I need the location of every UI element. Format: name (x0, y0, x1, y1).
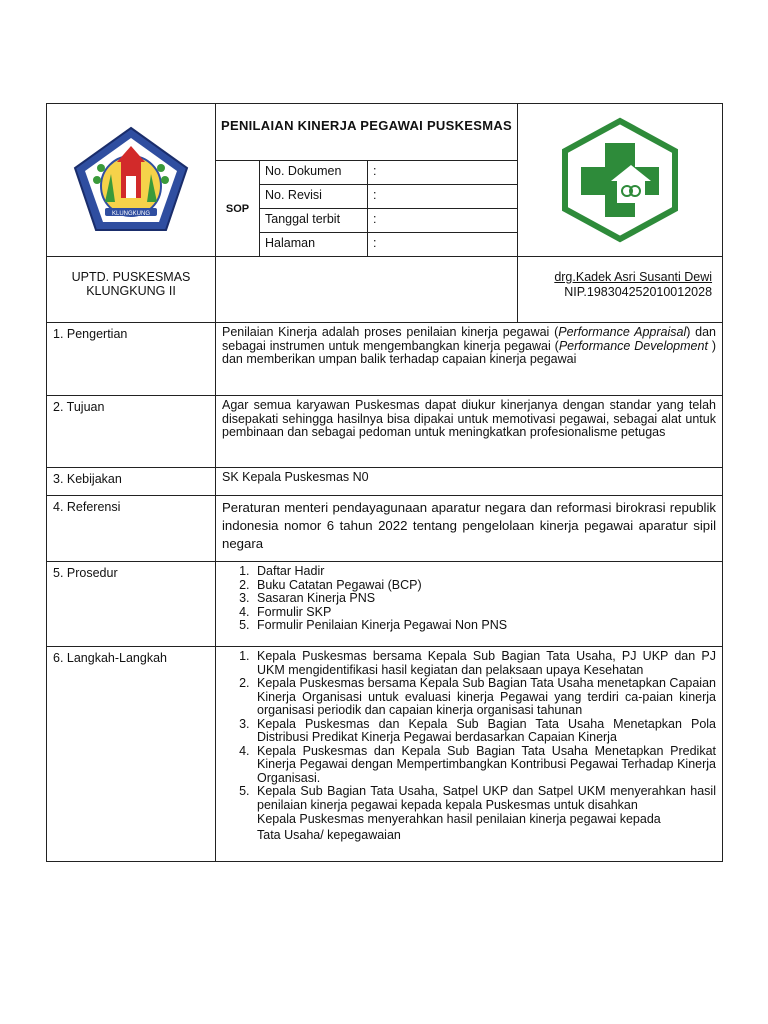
sop-label: SOP (216, 161, 260, 257)
right-logo-cell (518, 104, 723, 257)
meta-label-halaman: Halaman (260, 233, 368, 257)
svg-text:KLUNGKUNG: KLUNGKUNG (111, 211, 151, 217)
section-row (47, 468, 723, 496)
pengertian-text-1: Penilaian Kinerja adalah proses penilaian kinerja pegawai ( (222, 325, 559, 339)
langkah-extra-line-2: Tata Usaha/ kepegawaian (257, 828, 401, 842)
meta-label-no-dokumen: No. Dokumen (260, 161, 368, 185)
list-item: 2. Buku Catatan Pegawai (BCP) (253, 579, 716, 593)
pengertian-italic-2: Performance Development (558, 338, 708, 353)
list-item: 4. Formulir SKP (253, 606, 716, 620)
signer-cell (518, 257, 723, 323)
meta-value-no-dokumen: : (368, 161, 518, 185)
section-label-referensi: 4. Referensi (47, 496, 216, 562)
section-label-tujuan: 2. Tujuan (47, 396, 216, 468)
document-title: PENILAIAN KINERJA PEGAWAI PUSKESMAS (216, 104, 518, 161)
pengertian-text-2: ) dan sebagai instrumen untuk mengembangkan kinerja pegawai ( (222, 325, 717, 353)
list-item: 3. Sasaran Kinerja PNS (253, 592, 716, 606)
section-label-kebijakan: 3. Kebijakan (47, 468, 216, 496)
langkah-list (222, 650, 716, 812)
meta-label-tanggal-terbit: Tanggal terbit (260, 209, 368, 233)
organization-line-1: UPTD. PUSKESMAS (71, 270, 191, 284)
meta-value-no-revisi: : (368, 185, 518, 209)
section-row (47, 647, 723, 862)
puskesmas-logo-icon (559, 117, 681, 243)
section-content-referensi: Peraturan menteri pendayagunaan aparatur negara dan reformasi birokrasi republik indonesia nomor 6 tahun 2022 tentang pengelolaan kinerja pegawai aparatur sipil negara (216, 496, 723, 562)
meta-value-tanggal-terbit: : (368, 209, 518, 233)
pengertian-text-3: ) dan memberikan umpan balik terhadap capaian kinerja pegawai (222, 338, 717, 366)
list-item: 2. Kepala Puskesmas bersama Kepala Sub Bagian Tata Usaha menetapkan Capaian Kinerja Organisasi untuk evaluasi kinerja Pegawai yang terdiri ca-paian kinerja organisasi periodik dan capaian kinerja organisasi tahunan (253, 677, 716, 718)
section-row (47, 396, 723, 468)
section-content-pengertian (216, 323, 723, 396)
signer-name: drg.Kadek Asri Susanti Dewi (554, 270, 713, 284)
klungkung-emblem-icon (71, 124, 191, 236)
signer-nip: NIP.198304252010012028 (564, 285, 713, 299)
organization-line-2: KLUNGKUNG II (86, 284, 176, 298)
pengertian-italic-1: Performance Appraisal (558, 325, 687, 339)
list-item: 1. Kepala Puskesmas bersama Kepala Sub Bagian Tata Usaha, PJ UKP dan PJ UKM mengidentifikasi hasil kegiatan dan pelaksaan upaya Kesehatan (253, 650, 716, 677)
empty-middle-cell (216, 257, 518, 323)
list-item: 5. Kepala Sub Bagian Tata Usaha, Satpel UKP dan Satpel UKM menyerahkan hasil penilaian kinerja pegawai kepada kepala Puskesmas untuk disahkan (253, 785, 716, 812)
prosedur-list (222, 565, 716, 633)
list-item: 4. Kepala Puskesmas dan Kepala Sub Bagian Tata Usaha Menetapkan Predikat Kinerja Pegawai dengan Mempertimbangkan Kontribusi Pegawai Terhadap Kinerja Organisasi. (253, 745, 716, 786)
list-item: 5. Formulir Penilaian Kinerja Pegawai Non PNS (253, 619, 716, 633)
section-content-tujuan: Agar semua karyawan Puskesmas dapat diukur kinerjanya dengan standar yang telah disepakati sehingga hasilnya bisa dipakai untuk memotivasi pegawai, sebagai alat untuk pembinaan dan sebagai pedoman untuk meningkatkan profesionalisme petugas (216, 396, 723, 468)
list-item: 3. Kepala Puskesmas dan Kepala Sub Bagian Tata Usaha Menetapkan Pola Distribusi Predikat Kinerja Pegawai berdasarkan Capaian Kinerja (253, 718, 716, 745)
list-item: 1. Daftar Hadir (253, 565, 716, 579)
meta-label-no-revisi: No. Revisi (260, 185, 368, 209)
section-row (47, 496, 723, 562)
organization-cell (47, 257, 216, 323)
section-row (47, 562, 723, 647)
section-label-langkah: 6. Langkah-Langkah (47, 647, 216, 862)
section-label-prosedur: 5. Prosedur (47, 562, 216, 647)
meta-value-halaman: : (368, 233, 518, 257)
left-logo-cell (47, 104, 216, 257)
section-content-kebijakan: SK Kepala Puskesmas N0 (216, 468, 723, 496)
langkah-extra-line-1: Kepala Puskesmas menyerahkan hasil penilaian kinerja pegawai kepada (257, 812, 661, 826)
section-content-prosedur (216, 562, 723, 647)
section-content-langkah (216, 647, 723, 862)
section-row (47, 323, 723, 396)
sop-body-table (46, 322, 723, 862)
sop-header-table (46, 103, 723, 323)
section-label-pengertian: 1. Pengertian (47, 323, 216, 396)
sop-document (46, 103, 722, 862)
